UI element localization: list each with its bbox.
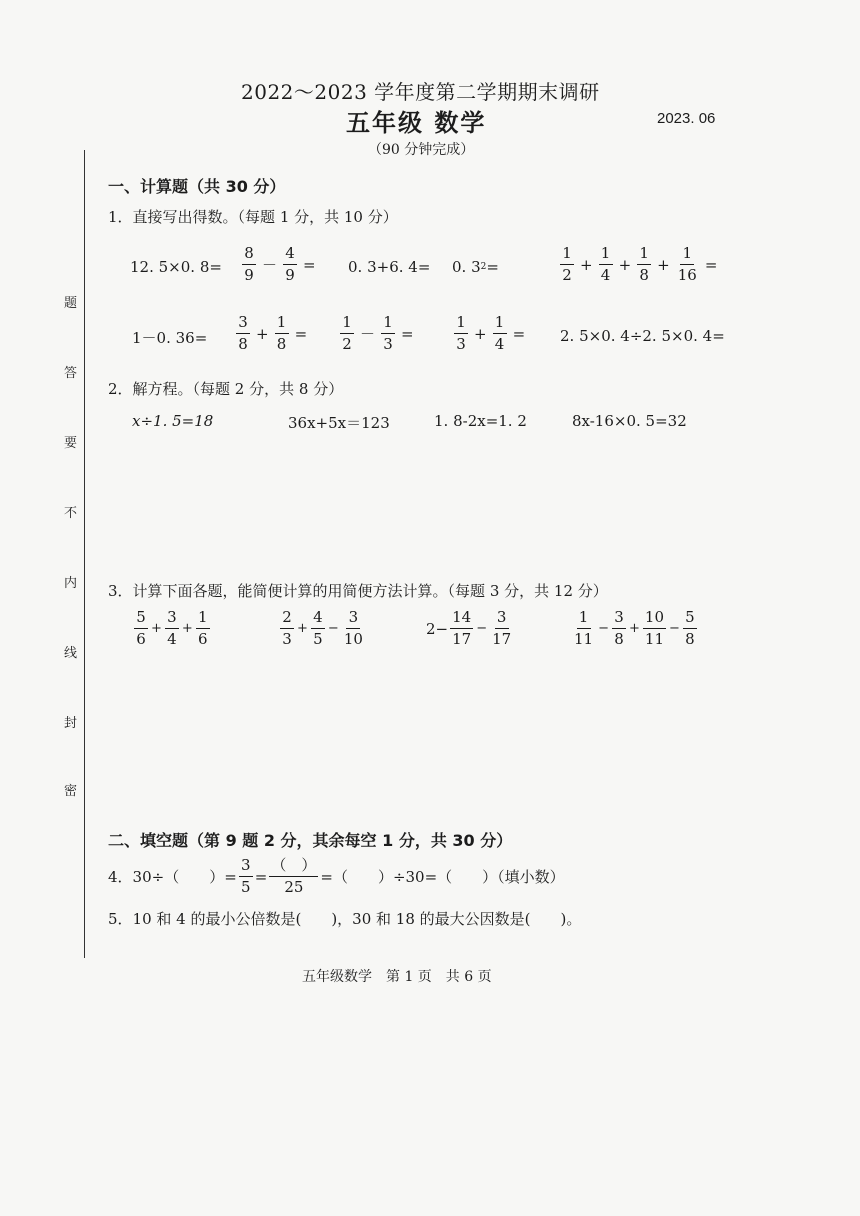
section-1-title: 一、计算题（共 30 分） bbox=[108, 177, 286, 196]
q3-problem-4: $\frac{1}{11}$ − $\frac{3}{8}$ + $\frac{10}{11}$ − $\frac{5}{8}$ bbox=[570, 610, 699, 647]
time-note: （90 分钟完成） bbox=[368, 142, 475, 158]
section-2-title: 二、填空题（第 9 题 2 分，其余每空 1 分，共 30 分） bbox=[108, 831, 513, 850]
q1-expr-3: 0. 3+6. 4= bbox=[348, 258, 431, 276]
binding-line bbox=[84, 150, 85, 958]
equation-2: 36x+5x＝123 bbox=[288, 414, 390, 432]
exam-title: 2022～2023 学年度第二学期期末调研 bbox=[241, 80, 600, 104]
margin-char: 密 bbox=[64, 784, 78, 799]
q1-expr-4: 0. 3 2 = bbox=[452, 258, 499, 276]
equation-1: x÷1. 5=18 bbox=[132, 412, 214, 430]
margin-char: 线 bbox=[64, 646, 78, 661]
q1-expr-7: $\frac{3}{8}$ + $\frac{1}{8}$ = bbox=[234, 315, 311, 352]
q1-expr-6: 1－0. 36= bbox=[132, 329, 208, 347]
margin-char: 内 bbox=[64, 576, 78, 591]
margin-char: 要 bbox=[64, 436, 78, 451]
question-2-title: 2．解方程。（每题 2 分，共 8 分） bbox=[108, 380, 344, 398]
equation-3: 1. 8-2x=1. 2 bbox=[434, 412, 527, 430]
q3-problem-3: 2− $\frac{14}{17}$ − $\frac{3}{17}$ bbox=[426, 608, 512, 648]
question-5: 5．10 和 4 的最小公倍数是( )，30 和 18 的最大公因数是( )。 bbox=[108, 910, 582, 928]
page-footer: 五年级数学 第 1 页 共 6 页 bbox=[302, 969, 492, 985]
question-4: 4．30÷（ ）= $\frac{3}{5}$ = $\frac{( )}{25}$ =（ ）÷30=（ ）（填小数） bbox=[108, 856, 565, 896]
q1-expr-5: $\frac{1}{2}$ + $\frac{1}{4}$ + $\frac{1}{8}$ + $\frac{1}{16}$ = bbox=[558, 246, 721, 283]
exam-date: 2023. 06 bbox=[657, 110, 716, 127]
q1-expr-10: 2. 5×0. 4÷2. 5×0. 4= bbox=[560, 327, 725, 345]
q3-problem-1: $\frac{5}{6}$ + $\frac{3}{4}$ + $\frac{1}{6}$ bbox=[132, 610, 212, 647]
margin-char: 封 bbox=[64, 716, 78, 731]
exam-subtitle: 五年级 数学 bbox=[346, 108, 487, 137]
margin-char: 不 bbox=[64, 506, 78, 521]
margin-char: 答 bbox=[64, 366, 78, 381]
equation-4: 8x-16×0. 5=32 bbox=[572, 412, 687, 430]
q1-expr-8: $\frac{1}{2}$ － $\frac{1}{3}$ = bbox=[338, 315, 418, 352]
q1-expr-2: $\frac{8}{9}$ － $\frac{4}{9}$ = bbox=[240, 246, 320, 283]
margin-char: 题 bbox=[64, 296, 78, 311]
question-1-title: 1．直接写出得数。（每题 1 分，共 10 分） bbox=[108, 208, 398, 226]
question-3-title: 3．计算下面各题，能简便计算的用简便方法计算。（每题 3 分，共 12 分） bbox=[108, 582, 608, 600]
q1-expr-1: 12. 5×0. 8= bbox=[130, 258, 222, 276]
q3-problem-2: $\frac{2}{3}$ + $\frac{4}{5}$ − $\frac{3}{10}$ bbox=[278, 610, 367, 647]
q1-expr-9: $\frac{1}{3}$ + $\frac{1}{4}$ = bbox=[452, 315, 529, 352]
